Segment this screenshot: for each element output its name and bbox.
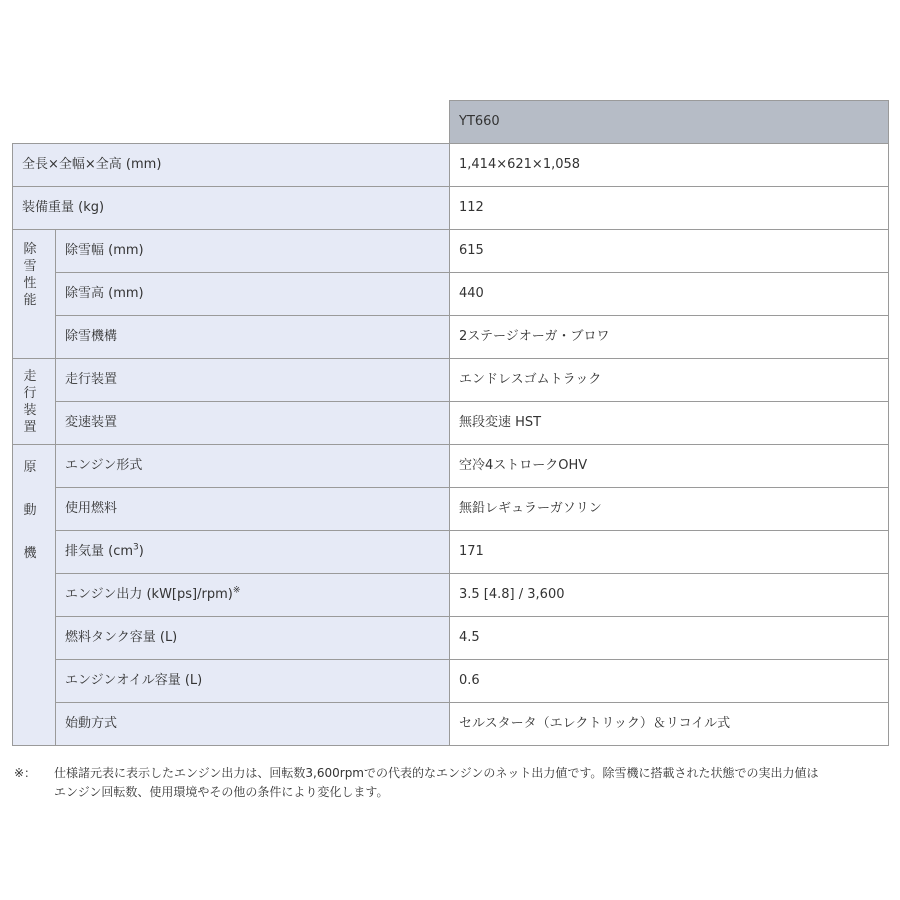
engine-group-label [13,445,56,746]
snow-performance-group-label [13,230,56,359]
table-row [13,703,889,746]
header-blank-cell [13,101,450,144]
footnote-mark: ※： [14,766,37,780]
fuel-label: 使用燃料 [56,488,450,531]
engine-output-label [56,574,450,617]
group-char: 装 [23,402,37,418]
table-row [13,359,889,402]
table-row [13,660,889,703]
displacement-label-close: ) [138,544,144,560]
table-row [13,187,889,230]
table-row [13,488,889,531]
displacement-label [56,531,450,574]
table-row [13,445,889,488]
engine-type-value: 空冷4ストロークOHV [450,445,889,488]
engine-type-label: エンジン形式 [56,445,450,488]
snow-mechanism-label: 除雪機構 [56,316,450,359]
fuel-value: 無鉛レギュラーガソリン [450,488,889,531]
table-row [13,273,889,316]
displacement-value: 171 [450,531,889,574]
snow-height-value: 440 [450,273,889,316]
transmission-value: 無段変速 HST [450,402,889,445]
table-row [13,144,889,187]
group-char: 走 [23,369,37,384]
snow-width-label: 除雪幅 (mm) [56,230,450,273]
superscript-three: 3 [133,542,139,553]
snow-height-label: 除雪高 (mm) [56,273,450,316]
weight-value: 112 [450,187,889,230]
engine-output-label-text: エンジン出力 (kW[ps]/rpm) [65,587,233,603]
dimensions-label: 全長×全幅×全高 (mm) [13,144,450,187]
spec-table [12,100,889,746]
table-row [13,316,889,359]
drive-system-label: 走行装置 [56,359,450,402]
drive-system-value: エンドレスゴムトラック [450,359,889,402]
footnote-line: エンジン回転数、使用環境やその他の条件により変化します。 [54,785,389,800]
header-row [13,101,889,144]
table-row [13,402,889,445]
snow-mechanism-value: 2ステージオーガ・ブロワ [450,316,889,359]
footnote-text [54,764,890,802]
group-char: 雪 [23,258,37,274]
footnote-line: 仕様諸元表に表示したエンジン出力は、回転数3,600rpmでの代表的なエンジンのネット出力値です。除雪機に搭載された状態での実出力値は [54,766,819,780]
displacement-label-text: 排気量 (cm [65,544,134,560]
group-char: 除 [23,242,37,257]
drive-group-label [13,359,56,445]
group-char: 原 [23,460,37,475]
table-row [13,574,889,617]
group-char: 行 [23,385,37,401]
table-row [13,617,889,660]
dimensions-value: 1,414×621×1,058 [450,144,889,187]
snow-width-value: 615 [450,230,889,273]
table-row [13,531,889,574]
weight-label: 装備重量 (kg) [13,187,450,230]
starter-label: 始動方式 [56,703,450,746]
group-char: 動 [23,502,37,518]
group-char: 能 [23,292,37,308]
engine-output-value: 3.5 [4.8] / 3,600 [450,574,889,617]
note-mark: ※ [232,585,241,596]
footnote [14,764,890,802]
model-name: YT660 [450,101,889,144]
starter-value: セルスタータ（エレクトリック）＆リコイル式 [450,703,889,746]
table-row [13,230,889,273]
group-char: 置 [23,419,37,435]
group-char: 機 [23,545,37,561]
transmission-label: 変速装置 [56,402,450,445]
oil-capacity-label: エンジンオイル容量 (L) [56,660,450,703]
fuel-tank-label: 燃料タンク容量 (L) [56,617,450,660]
oil-capacity-value: 0.6 [450,660,889,703]
group-char: 性 [23,275,37,291]
fuel-tank-value: 4.5 [450,617,889,660]
